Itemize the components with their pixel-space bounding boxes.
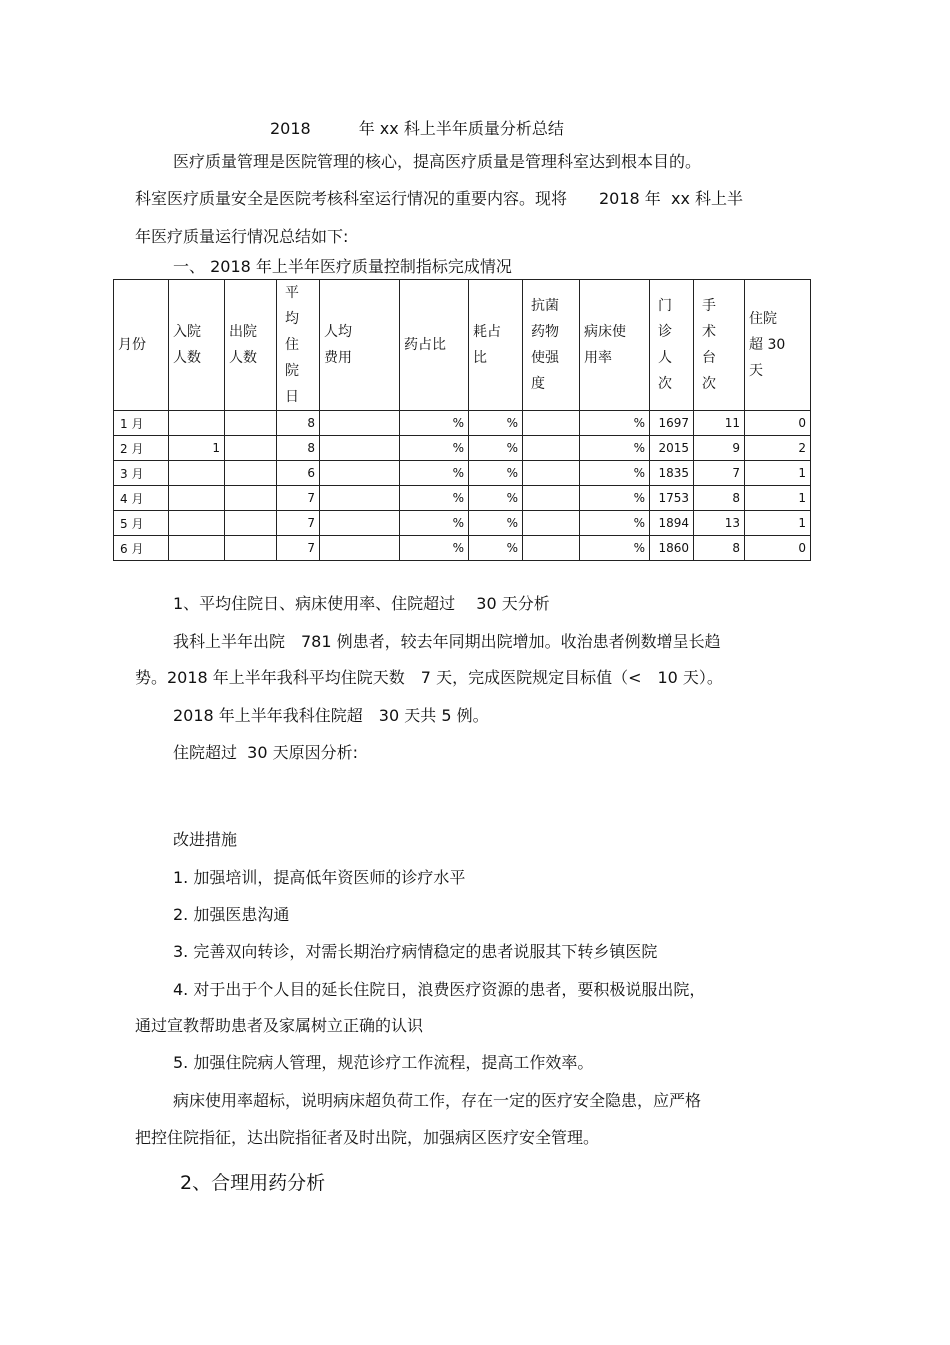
table-cell — [225, 536, 277, 561]
measures-title: 改进措施 — [173, 830, 238, 849]
table-cell: 1 — [169, 436, 225, 461]
table-cell — [320, 436, 400, 461]
table-cell — [225, 511, 277, 536]
table-cell: % — [469, 486, 523, 511]
month-cell: 4 月 — [114, 486, 169, 511]
table-cell: % — [469, 411, 523, 436]
table-cell: 1 — [745, 486, 811, 511]
table-cell — [320, 461, 400, 486]
table-cell: 1835 — [650, 461, 694, 486]
table-cell: % — [580, 511, 650, 536]
table-cell: 1860 — [650, 536, 694, 561]
table-cell: 1753 — [650, 486, 694, 511]
table-cell: % — [580, 461, 650, 486]
table-cell: 1697 — [650, 411, 694, 436]
table-cell: 8 — [277, 436, 320, 461]
table-row — [114, 486, 811, 511]
measure-item-3: 3. 完善双向转诊，对需长期治疗病情稳定的患者说服其下转乡镇医院 — [173, 942, 658, 961]
table-cell — [225, 411, 277, 436]
table-cell — [523, 486, 580, 511]
measure-item-4-line-2: 通过宣教帮助患者及家属树立正确的认识 — [135, 1016, 424, 1035]
paragraph-over-30-days: 2018 年上半年我科住院超 30 天共 5 例。 — [173, 706, 489, 725]
measure-item-4-line-1: 4. 对于出于个人目的延长住院日，浪费医疗资源的患者，要积极说服出院， — [173, 980, 706, 999]
table-header-cell: 手 术 台 次 — [694, 280, 745, 411]
table-header-cell: 门 诊 人 次 — [650, 280, 694, 411]
table-cell: 9 — [694, 436, 745, 461]
table-header-row — [114, 280, 811, 411]
table-cell — [225, 461, 277, 486]
paragraph-bed-usage-line-1: 病床使用率超标，说明病床超负荷工作，存在一定的医疗安全隐患，应严格 — [173, 1091, 702, 1110]
subheading-2: 2、合理用药分析 — [180, 1172, 326, 1194]
paragraph-reason-analysis: 住院超过 30 天原因分析: — [173, 743, 359, 762]
table-cell: % — [400, 511, 469, 536]
table-cell: % — [580, 536, 650, 561]
table-cell: 7 — [694, 461, 745, 486]
table-cell: 8 — [277, 411, 320, 436]
table-cell: % — [580, 436, 650, 461]
month-cell: 6 月 — [114, 536, 169, 561]
table-cell: 7 — [277, 486, 320, 511]
paragraph-bed-usage-line-2: 把控住院指征，达出院指征者及时出院，加强病区医疗安全管理。 — [135, 1128, 600, 1147]
intro-paragraph-line-3: 年医疗质量运行情况总结如下: — [135, 227, 349, 246]
table-header-cell: 入院 人数 — [169, 280, 225, 411]
table-cell — [169, 461, 225, 486]
table-cell: % — [580, 411, 650, 436]
table-cell — [320, 411, 400, 436]
table-cell — [169, 486, 225, 511]
table-header-cell: 人均 费用 — [320, 280, 400, 411]
table-cell: % — [469, 461, 523, 486]
intro-paragraph-line-1: 医疗质量管理是医院管理的核心，提高医疗质量是管理科室达到根本目的。 — [173, 152, 702, 171]
table-cell: 8 — [694, 486, 745, 511]
table-cell: % — [400, 461, 469, 486]
table-cell — [169, 511, 225, 536]
table-cell — [320, 486, 400, 511]
table-cell: 7 — [277, 511, 320, 536]
table-cell — [523, 461, 580, 486]
table-cell: % — [400, 536, 469, 561]
table-cell — [169, 411, 225, 436]
table-cell: 1894 — [650, 511, 694, 536]
table-header-cell: 病床使 用率 — [580, 280, 650, 411]
month-cell: 1 月 — [114, 411, 169, 436]
table-cell: % — [400, 486, 469, 511]
table-header-cell: 耗占 比 — [469, 280, 523, 411]
intro-paragraph-line-2: 科室医疗质量安全是医院考核科室运行情况的重要内容。现将 2018 年 xx 科上半 — [135, 189, 744, 208]
table-cell: 13 — [694, 511, 745, 536]
table-row — [114, 436, 811, 461]
table-header-cell: 出院 人数 — [225, 280, 277, 411]
table-cell: 6 — [277, 461, 320, 486]
section-heading-1: 一、 2018 年上半年医疗质量控制指标完成情况 — [173, 257, 512, 276]
table-cell — [225, 486, 277, 511]
table-body — [114, 411, 811, 561]
month-cell: 5 月 — [114, 511, 169, 536]
table-cell: % — [469, 436, 523, 461]
table-cell: 8 — [694, 536, 745, 561]
paragraph-discharge-line-2: 势。2018 年上半年我科平均住院天数 7 天，完成医院规定目标值（< 10 天）。 — [135, 668, 723, 687]
month-cell: 3 月 — [114, 461, 169, 486]
table-row — [114, 511, 811, 536]
table-row — [114, 461, 811, 486]
table-header-cell: 抗菌 药物 使强 度 — [523, 280, 580, 411]
table-cell: 11 — [694, 411, 745, 436]
table-cell: 7 — [277, 536, 320, 561]
table-cell: % — [469, 511, 523, 536]
table-cell: 1 — [745, 511, 811, 536]
table-header-cell: 药占比 — [400, 280, 469, 411]
table-cell — [225, 436, 277, 461]
table-header-cell: 月份 — [114, 280, 169, 411]
table-cell: % — [400, 436, 469, 461]
measure-item-2: 2. 加强医患沟通 — [173, 905, 290, 924]
month-cell: 2 月 — [114, 436, 169, 461]
table-header-cell: 住院 超 30 天 — [745, 280, 811, 411]
document-title: 2018 年 xx 科上半年质量分析总结 — [270, 119, 564, 138]
table-cell — [320, 511, 400, 536]
measure-item-1: 1. 加强培训，提高低年资医师的诊疗水平 — [173, 868, 466, 887]
quality-indicator-table — [113, 279, 811, 561]
table-row — [114, 411, 811, 436]
measure-item-5: 5. 加强住院病人管理，规范诊疗工作流程，提高工作效率。 — [173, 1053, 594, 1072]
table-cell: 2 — [745, 436, 811, 461]
table-cell: 0 — [745, 536, 811, 561]
table-cell: 0 — [745, 411, 811, 436]
table-cell: 1 — [745, 461, 811, 486]
table-cell: % — [400, 411, 469, 436]
table-cell: 2015 — [650, 436, 694, 461]
paragraph-discharge-line-1: 我科上半年出院 781 例患者，较去年同期出院增加。收治患者例数增呈长趋 — [173, 632, 721, 651]
table-row — [114, 536, 811, 561]
table-cell — [169, 536, 225, 561]
table-cell: % — [580, 486, 650, 511]
table-cell — [523, 436, 580, 461]
table-cell — [523, 411, 580, 436]
table-cell — [320, 536, 400, 561]
subheading-1: 1、平均住院日、病床使用率、住院超过 30 天分析 — [173, 594, 550, 613]
table-header-cell: 平 均 住 院 日 — [277, 280, 320, 411]
table-cell — [523, 536, 580, 561]
table-cell: % — [469, 536, 523, 561]
table-cell — [523, 511, 580, 536]
